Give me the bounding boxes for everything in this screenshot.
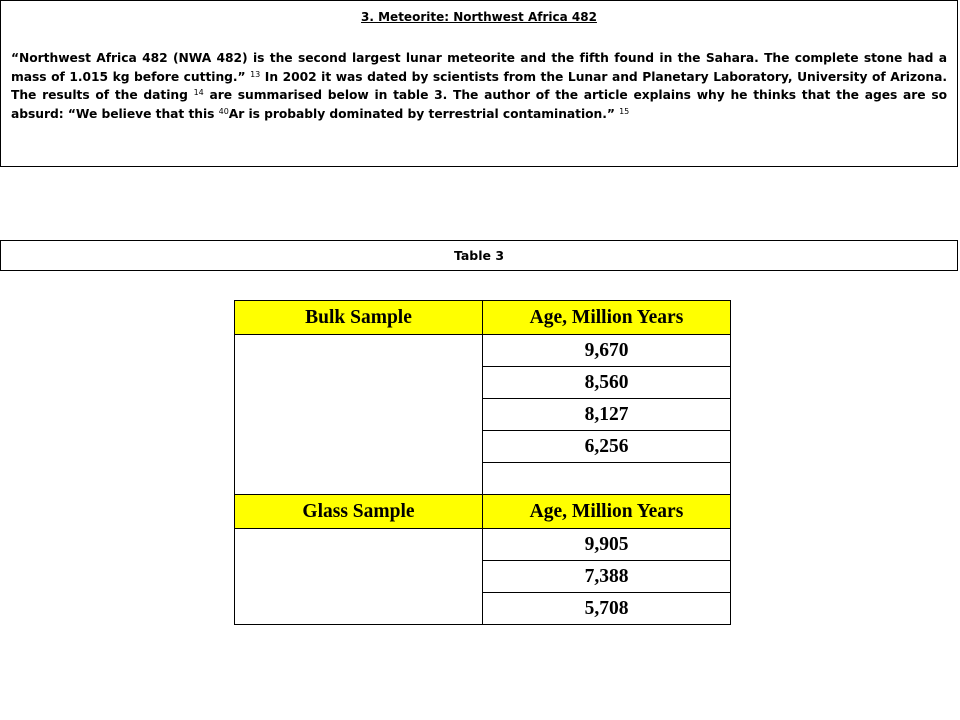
glass-age-cell: 7,388 bbox=[483, 561, 731, 593]
glass-sample-cell bbox=[235, 529, 483, 625]
glass-sample-header: Glass Sample bbox=[235, 495, 483, 529]
article-text-box bbox=[0, 0, 958, 167]
section-title: 3. Meteorite: Northwest Africa 482 bbox=[361, 10, 597, 24]
table-caption-box bbox=[0, 240, 958, 271]
table-row bbox=[235, 335, 731, 367]
bulk-age-cell: 8,127 bbox=[483, 399, 731, 431]
bulk-age-cell-empty bbox=[483, 463, 731, 495]
paragraph-text-3: are summarised below in table 3. The author of the article explains why he thinks that the ages are so absurd: “We believe that this bbox=[11, 88, 947, 121]
glass-age-cell: 5,708 bbox=[483, 593, 731, 625]
bulk-header-row bbox=[235, 301, 731, 335]
bulk-age-cell: 6,256 bbox=[483, 431, 731, 463]
footnote-ref-13: 13 bbox=[250, 69, 261, 79]
footnote-ref-14: 14 bbox=[193, 88, 204, 97]
table-row bbox=[235, 529, 731, 561]
paragraph-text-4: Ar is probably dominated by terrestrial contamination.” bbox=[228, 106, 620, 121]
bulk-sample-header: Bulk Sample bbox=[235, 301, 483, 335]
bulk-age-header: Age, Million Years bbox=[483, 301, 731, 335]
bulk-age-cell: 8,560 bbox=[483, 367, 731, 399]
paragraph-text-2: In 2002 it was dated by scientists from the Lunar and Planetary Laboratory, University of Arizona. The results of the dating bbox=[11, 69, 947, 102]
footnote-ref-15: 15 bbox=[619, 106, 630, 116]
article-paragraph bbox=[11, 49, 947, 123]
glass-age-cell: 9,905 bbox=[483, 529, 731, 561]
glass-header-row bbox=[235, 495, 731, 529]
paragraph-text-1: “Northwest Africa 482 (NWA 482) is the second largest lunar meteorite and the fifth found in the Sahara. The complete stone had a mass of 1.015 kg before cutting.” bbox=[11, 51, 947, 84]
bulk-age-cell: 9,670 bbox=[483, 335, 731, 367]
table-caption: Table 3 bbox=[453, 248, 505, 263]
bulk-sample-cell bbox=[235, 335, 483, 495]
glass-age-header: Age, Million Years bbox=[483, 495, 731, 529]
age-table bbox=[234, 300, 731, 625]
isotope-superscript: 40 bbox=[218, 106, 229, 116]
